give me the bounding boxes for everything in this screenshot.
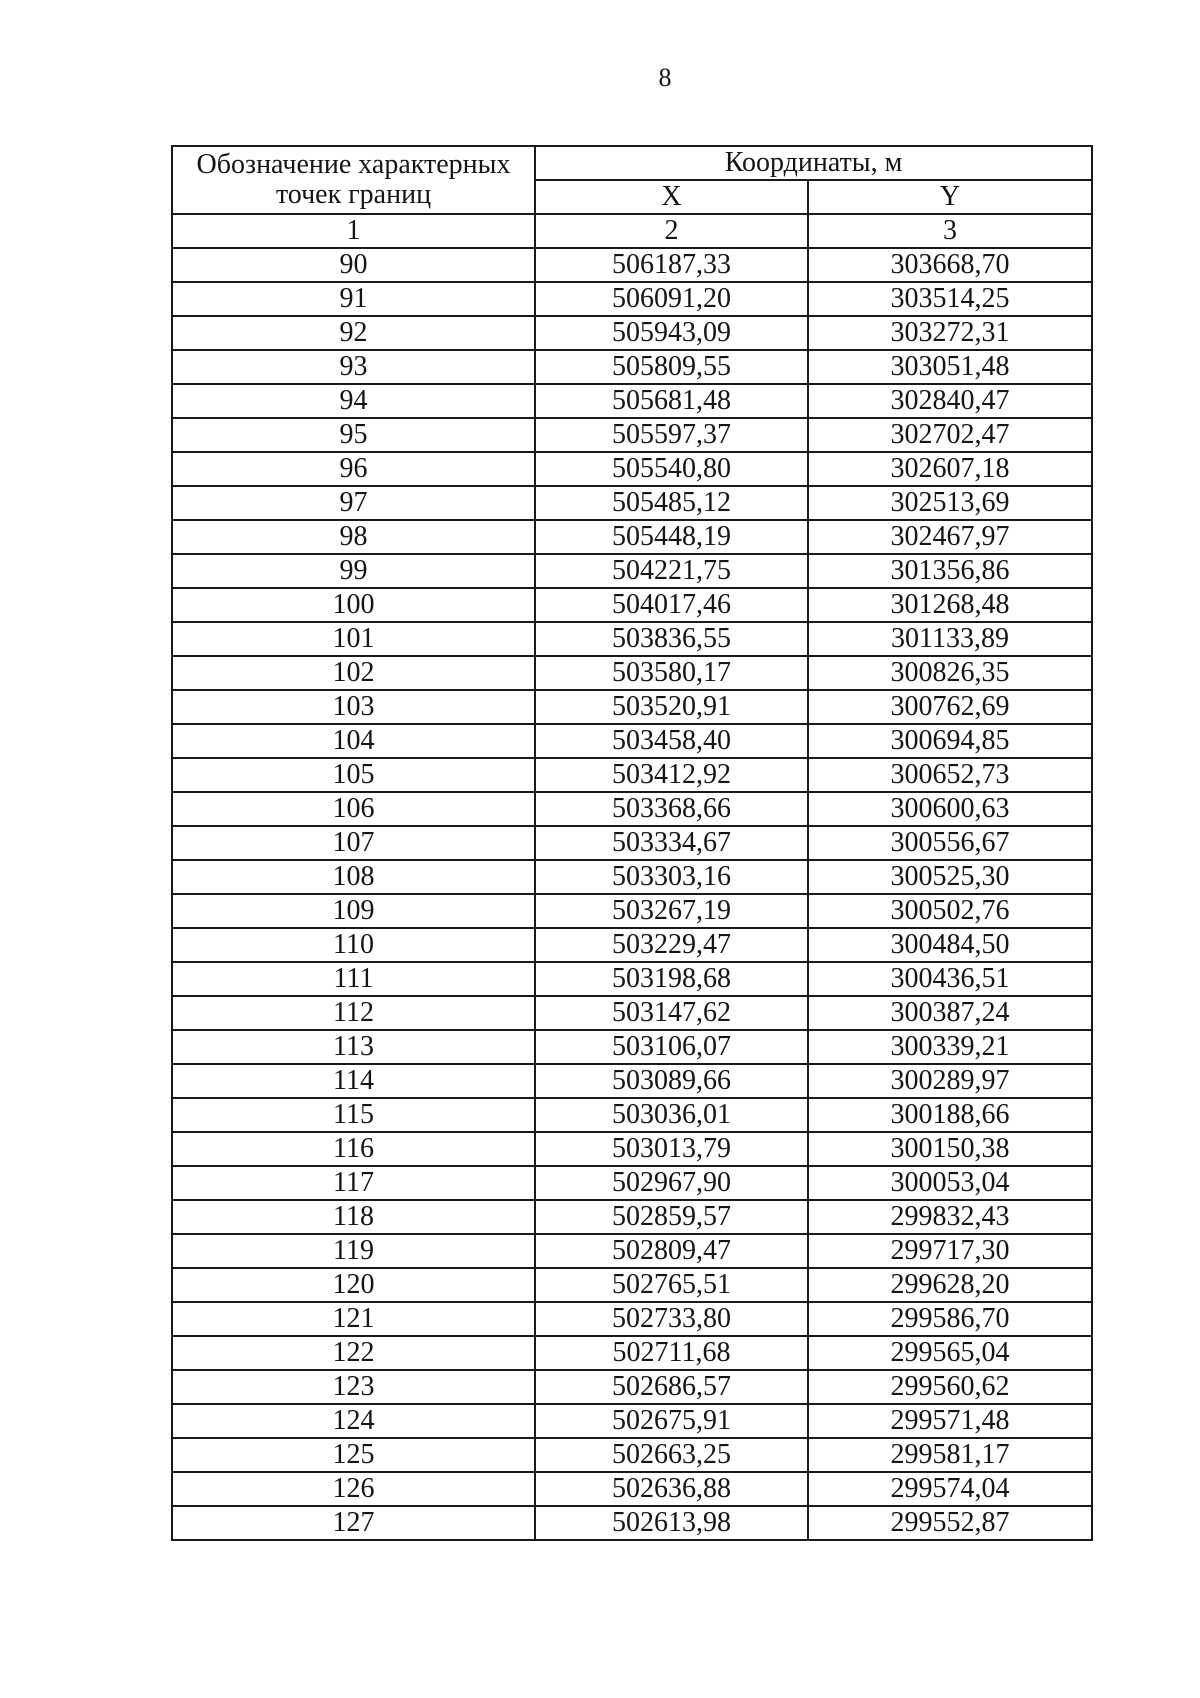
table-row bbox=[172, 1200, 1092, 1234]
table-row bbox=[172, 1302, 1092, 1336]
point-number-cell: 96 bbox=[172, 452, 535, 486]
y-coordinate-cell: 303051,48 bbox=[808, 350, 1092, 384]
table-row bbox=[172, 758, 1092, 792]
table-row bbox=[172, 1404, 1092, 1438]
table-row bbox=[172, 622, 1092, 656]
x-coordinate-cell: 503013,79 bbox=[535, 1132, 808, 1166]
point-number-cell: 98 bbox=[172, 520, 535, 554]
x-coordinate-cell: 504017,46 bbox=[535, 588, 808, 622]
table-row bbox=[172, 418, 1092, 452]
table-row bbox=[172, 248, 1092, 282]
y-coordinate-cell: 299574,04 bbox=[808, 1472, 1092, 1506]
x-coordinate-cell: 503580,17 bbox=[535, 656, 808, 690]
table-row bbox=[172, 486, 1092, 520]
table-row bbox=[172, 894, 1092, 928]
coordinates-table bbox=[171, 145, 1093, 1541]
point-number-cell: 94 bbox=[172, 384, 535, 418]
x-coordinate-cell: 502809,47 bbox=[535, 1234, 808, 1268]
table-row bbox=[172, 350, 1092, 384]
y-coordinate-cell: 303668,70 bbox=[808, 248, 1092, 282]
point-number-cell: 118 bbox=[172, 1200, 535, 1234]
point-number-cell: 102 bbox=[172, 656, 535, 690]
point-number-cell: 105 bbox=[172, 758, 535, 792]
y-coordinate-cell: 299628,20 bbox=[808, 1268, 1092, 1302]
y-coordinate-cell: 300484,50 bbox=[808, 928, 1092, 962]
y-coordinate-cell: 300150,38 bbox=[808, 1132, 1092, 1166]
point-number-cell: 113 bbox=[172, 1030, 535, 1064]
y-coordinate-cell: 300339,21 bbox=[808, 1030, 1092, 1064]
point-number-cell: 125 bbox=[172, 1438, 535, 1472]
point-number-cell: 111 bbox=[172, 962, 535, 996]
point-number-cell: 92 bbox=[172, 316, 535, 350]
table-row bbox=[172, 724, 1092, 758]
table-row bbox=[172, 656, 1092, 690]
x-coordinate-cell: 503836,55 bbox=[535, 622, 808, 656]
header-y: Y bbox=[808, 180, 1092, 214]
table-row bbox=[172, 792, 1092, 826]
table-row bbox=[172, 1030, 1092, 1064]
y-coordinate-cell: 300436,51 bbox=[808, 962, 1092, 996]
y-coordinate-cell: 300387,24 bbox=[808, 996, 1092, 1030]
table-row bbox=[172, 928, 1092, 962]
x-coordinate-cell: 504221,75 bbox=[535, 554, 808, 588]
y-coordinate-cell: 301268,48 bbox=[808, 588, 1092, 622]
y-coordinate-cell: 300053,04 bbox=[808, 1166, 1092, 1200]
point-number-cell: 126 bbox=[172, 1472, 535, 1506]
x-coordinate-cell: 505681,48 bbox=[535, 384, 808, 418]
point-number-cell: 95 bbox=[172, 418, 535, 452]
x-coordinate-cell: 502613,98 bbox=[535, 1506, 808, 1540]
point-number-cell: 107 bbox=[172, 826, 535, 860]
x-coordinate-cell: 502686,57 bbox=[535, 1370, 808, 1404]
x-coordinate-cell: 503089,66 bbox=[535, 1064, 808, 1098]
table-row bbox=[172, 282, 1092, 316]
y-coordinate-cell: 302702,47 bbox=[808, 418, 1092, 452]
point-number-cell: 116 bbox=[172, 1132, 535, 1166]
header-row bbox=[172, 146, 1092, 180]
table-row bbox=[172, 384, 1092, 418]
y-coordinate-cell: 302840,47 bbox=[808, 384, 1092, 418]
point-number-cell: 97 bbox=[172, 486, 535, 520]
y-coordinate-cell: 303514,25 bbox=[808, 282, 1092, 316]
y-coordinate-cell: 300525,30 bbox=[808, 860, 1092, 894]
column-number: 3 bbox=[808, 214, 1092, 248]
y-coordinate-cell: 299565,04 bbox=[808, 1336, 1092, 1370]
x-coordinate-cell: 505540,80 bbox=[535, 452, 808, 486]
y-coordinate-cell: 299571,48 bbox=[808, 1404, 1092, 1438]
x-coordinate-cell: 502967,90 bbox=[535, 1166, 808, 1200]
x-coordinate-cell: 503267,19 bbox=[535, 894, 808, 928]
x-coordinate-cell: 502663,25 bbox=[535, 1438, 808, 1472]
y-coordinate-cell: 300762,69 bbox=[808, 690, 1092, 724]
table-body bbox=[172, 248, 1092, 1540]
y-coordinate-cell: 301356,86 bbox=[808, 554, 1092, 588]
table-row bbox=[172, 1166, 1092, 1200]
page-number: 8 bbox=[658, 63, 672, 92]
table-row bbox=[172, 1064, 1092, 1098]
point-number-cell: 104 bbox=[172, 724, 535, 758]
point-number-cell: 90 bbox=[172, 248, 535, 282]
table-row bbox=[172, 690, 1092, 724]
point-number-cell: 121 bbox=[172, 1302, 535, 1336]
x-coordinate-cell: 505448,19 bbox=[535, 520, 808, 554]
x-coordinate-cell: 503147,62 bbox=[535, 996, 808, 1030]
table-row bbox=[172, 996, 1092, 1030]
point-number-cell: 106 bbox=[172, 792, 535, 826]
point-number-cell: 114 bbox=[172, 1064, 535, 1098]
y-coordinate-cell: 299581,17 bbox=[808, 1438, 1092, 1472]
column-numbers-row bbox=[172, 214, 1092, 248]
y-coordinate-cell: 299552,87 bbox=[808, 1506, 1092, 1540]
y-coordinate-cell: 300652,73 bbox=[808, 758, 1092, 792]
y-coordinate-cell: 302607,18 bbox=[808, 452, 1092, 486]
x-coordinate-cell: 502711,68 bbox=[535, 1336, 808, 1370]
point-number-cell: 120 bbox=[172, 1268, 535, 1302]
point-number-cell: 122 bbox=[172, 1336, 535, 1370]
point-number-cell: 91 bbox=[172, 282, 535, 316]
y-coordinate-cell: 302513,69 bbox=[808, 486, 1092, 520]
x-coordinate-cell: 502675,91 bbox=[535, 1404, 808, 1438]
table-row bbox=[172, 1370, 1092, 1404]
table-row bbox=[172, 1098, 1092, 1132]
table-row bbox=[172, 554, 1092, 588]
table-row bbox=[172, 520, 1092, 554]
table-row bbox=[172, 860, 1092, 894]
y-coordinate-cell: 300600,63 bbox=[808, 792, 1092, 826]
x-coordinate-cell: 503412,92 bbox=[535, 758, 808, 792]
x-coordinate-cell: 502765,51 bbox=[535, 1268, 808, 1302]
header-point-designation: Обозначение характерных точек границ bbox=[172, 146, 535, 214]
table-row bbox=[172, 1506, 1092, 1540]
x-coordinate-cell: 503334,67 bbox=[535, 826, 808, 860]
table-row bbox=[172, 1132, 1092, 1166]
table-row bbox=[172, 826, 1092, 860]
y-coordinate-cell: 302467,97 bbox=[808, 520, 1092, 554]
y-coordinate-cell: 300556,67 bbox=[808, 826, 1092, 860]
point-number-cell: 93 bbox=[172, 350, 535, 384]
x-coordinate-cell: 503229,47 bbox=[535, 928, 808, 962]
table-row bbox=[172, 1268, 1092, 1302]
x-coordinate-cell: 506187,33 bbox=[535, 248, 808, 282]
x-coordinate-cell: 503520,91 bbox=[535, 690, 808, 724]
point-number-cell: 99 bbox=[172, 554, 535, 588]
x-coordinate-cell: 503303,16 bbox=[535, 860, 808, 894]
y-coordinate-cell: 300826,35 bbox=[808, 656, 1092, 690]
y-coordinate-cell: 299560,62 bbox=[808, 1370, 1092, 1404]
y-coordinate-cell: 300289,97 bbox=[808, 1064, 1092, 1098]
x-coordinate-cell: 503106,07 bbox=[535, 1030, 808, 1064]
table-row bbox=[172, 316, 1092, 350]
point-number-cell: 123 bbox=[172, 1370, 535, 1404]
y-coordinate-cell: 300694,85 bbox=[808, 724, 1092, 758]
table-row bbox=[172, 588, 1092, 622]
header-x: X bbox=[535, 180, 808, 214]
x-coordinate-cell: 502859,57 bbox=[535, 1200, 808, 1234]
point-number-cell: 103 bbox=[172, 690, 535, 724]
x-coordinate-cell: 503036,01 bbox=[535, 1098, 808, 1132]
y-coordinate-cell: 300502,76 bbox=[808, 894, 1092, 928]
table-row bbox=[172, 452, 1092, 486]
header-coordinates: Координаты, м bbox=[535, 146, 1092, 180]
x-coordinate-cell: 502733,80 bbox=[535, 1302, 808, 1336]
point-number-cell: 101 bbox=[172, 622, 535, 656]
point-number-cell: 108 bbox=[172, 860, 535, 894]
table-header bbox=[172, 146, 1092, 248]
x-coordinate-cell: 503198,68 bbox=[535, 962, 808, 996]
y-coordinate-cell: 300188,66 bbox=[808, 1098, 1092, 1132]
point-number-cell: 100 bbox=[172, 588, 535, 622]
x-coordinate-cell: 505597,37 bbox=[535, 418, 808, 452]
x-coordinate-cell: 505485,12 bbox=[535, 486, 808, 520]
y-coordinate-cell: 301133,89 bbox=[808, 622, 1092, 656]
point-number-cell: 124 bbox=[172, 1404, 535, 1438]
y-coordinate-cell: 299832,43 bbox=[808, 1200, 1092, 1234]
x-coordinate-cell: 503458,40 bbox=[535, 724, 808, 758]
table-row bbox=[172, 962, 1092, 996]
y-coordinate-cell: 299586,70 bbox=[808, 1302, 1092, 1336]
x-coordinate-cell: 503368,66 bbox=[535, 792, 808, 826]
point-number-cell: 117 bbox=[172, 1166, 535, 1200]
y-coordinate-cell: 299717,30 bbox=[808, 1234, 1092, 1268]
table-row bbox=[172, 1336, 1092, 1370]
column-number: 2 bbox=[535, 214, 808, 248]
point-number-cell: 127 bbox=[172, 1506, 535, 1540]
point-number-cell: 115 bbox=[172, 1098, 535, 1132]
x-coordinate-cell: 505943,09 bbox=[535, 316, 808, 350]
point-number-cell: 119 bbox=[172, 1234, 535, 1268]
y-coordinate-cell: 303272,31 bbox=[808, 316, 1092, 350]
table-row bbox=[172, 1472, 1092, 1506]
x-coordinate-cell: 505809,55 bbox=[535, 350, 808, 384]
x-coordinate-cell: 502636,88 bbox=[535, 1472, 808, 1506]
table-row bbox=[172, 1234, 1092, 1268]
point-number-cell: 109 bbox=[172, 894, 535, 928]
point-number-cell: 112 bbox=[172, 996, 535, 1030]
table-row bbox=[172, 1438, 1092, 1472]
point-number-cell: 110 bbox=[172, 928, 535, 962]
column-number: 1 bbox=[172, 214, 535, 248]
x-coordinate-cell: 506091,20 bbox=[535, 282, 808, 316]
